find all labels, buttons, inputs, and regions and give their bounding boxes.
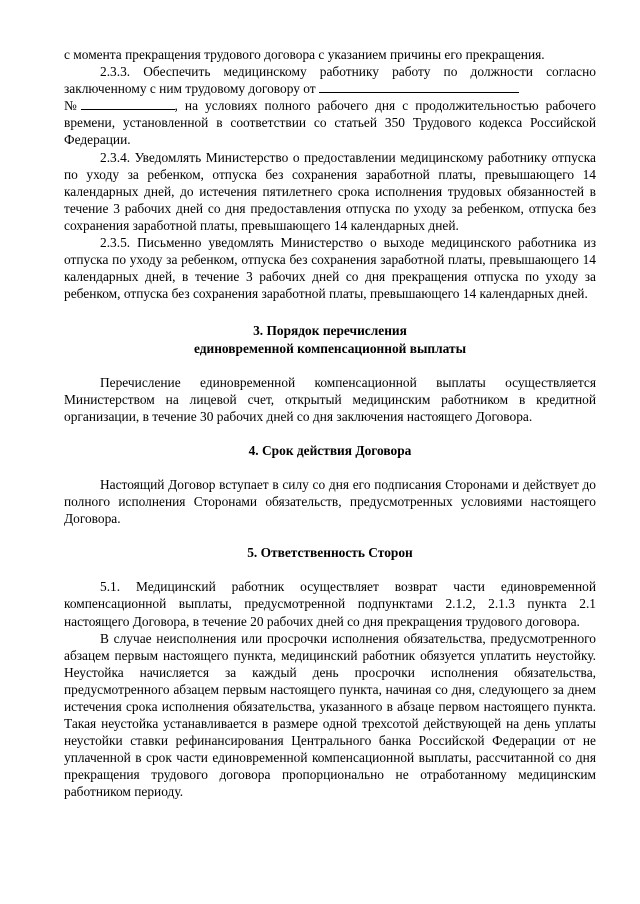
paragraph-5-1-penalty: В случае неисполнения или просрочки исполнения обязательства, предусмотренного абзацем первым настоящего пункта, медицинский работник обязуется уплатить неустойку. Неустойка начисляется за каждый день просрочки исполнения обязательства, предусмотренного абзацем первым настоящего пункта, начиная со дня, следующего за днем истечения срока исполнения обязательства, указанного в абзаце первом настоящего пункта. Такая неустойка устанавливается в размере одной трехсотой действующей на день уплаты неустойки ставки рефинансирования Центрального банка Российской Федерации от не уплаченной в срок части единовременной компенсационной выплаты, рассчитанной со дня прекращения трудового договора пропорционально не отработанному медицинским работником периоду. [64,630,596,800]
contract-date-blank [319,92,519,93]
paragraph-2-3-4: 2.3.4. Уведомлять Министерство о предоставлении медицинскому работнику отпуска по уходу за ребенком, отпуска без сохранения заработной платы, превышающего 14 календарных дней, до истечения пятилетнего срока исполнения трудовых обязанностей в течение 3 рабочих дней со дня предоставления отпуска по уходу за ребенком, отпуска без сохранения заработной платы, превышающего 14 календарных дней. [64,149,596,233]
paragraph-2-3-5: 2.3.5. Письменно уведомлять Министерство о выходе медицинского работника из отпуска по уходу за ребенком, отпуска без сохранения заработной платы, превышающего 14 календарных дней, в течение 3 рабочих дней со дня прекращения отпуска по уходу за ребенком, отпуска без сохранения заработной платы, превышающего 14 календарных дней. [64,235,596,302]
paragraph-2-3-3-text: 2.3.3. Обеспечить медицинскому работнику работу по должности согласно заключенному с ним трудовому договору от [64,64,596,97]
paragraph-continuation: с момента прекращения трудового договора с указанием причины его прекращения. [64,47,545,62]
section-3-title-line-2: единовременной компенсационной выплаты [193,340,467,356]
section-4-text: Настоящий Договор вступает в силу со дня его подписания Сторонами и действует до полного исполнения Сторонами обязательств, предусмотренных условиями настоящего Договора. [64,476,596,527]
contract-number-blank [81,109,175,110]
section-3-text: Перечисление единовременной компенсационной выплаты осуществляется Министерством на лицевой счет, открытый медицинским работником в кредитной организации, в течение 30 рабочих дней со дня заключения настоящего Договора. [64,374,596,424]
paragraph-2-3-3-tail: , на условиях полного рабочего дня с продолжительностью рабочего времени, установленной в соответствии со статьей 350 Трудового кодекса Российской Федерации. [64,98,596,148]
contract-number-sign: № [64,98,81,114]
paragraph-2-3-3 [64,63,596,148]
paragraph-5-1: 5.1. Медицинский работник осуществляет возврат части единовременной компенсационной выплаты, предусмотренной подпунктами 2.1.2, 2.1.3 пункта 2.1 настоящего Договора, в течение 20 рабочих дней со дня прекращения трудового договора. [64,579,596,629]
section-4-title: 4. Срок действия Договора [248,442,412,458]
section-3-title-line-1: 3. Порядок перечисления [253,323,407,339]
section-5-title: 5. Ответственность Сторон [247,545,413,561]
